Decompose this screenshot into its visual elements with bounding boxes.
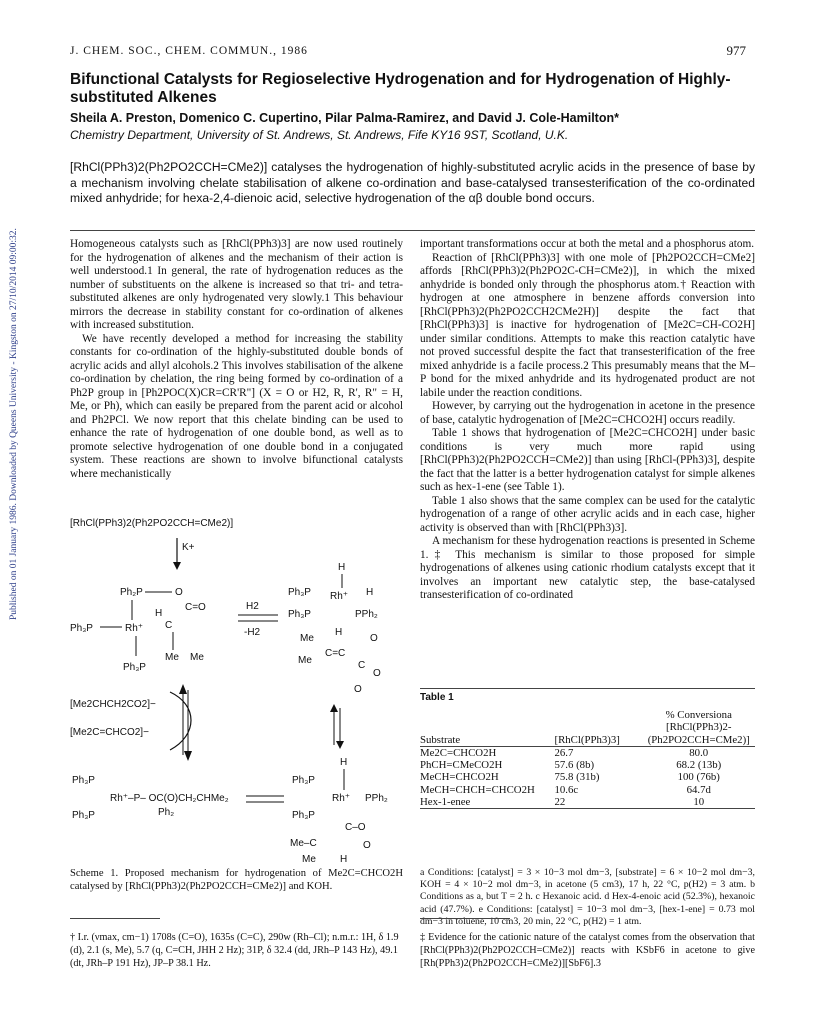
- svg-text:Rh⁺–P– OC(O)CH₂CHMe₂: Rh⁺–P– OC(O)CH₂CHMe₂: [110, 793, 229, 804]
- arrow-head: [173, 562, 181, 570]
- svg-text:Ph₃P: Ph₃P: [288, 587, 311, 598]
- cell-rhcl: 75.8 (31b): [554, 771, 600, 784]
- svg-text:Rh⁺: Rh⁺: [125, 623, 144, 634]
- svg-text:Me–C: Me–C: [290, 838, 317, 849]
- svg-text:Ph₃P: Ph₃P: [292, 775, 315, 786]
- svg-text:-H2: -H2: [244, 627, 261, 638]
- svg-text:H: H: [338, 562, 346, 573]
- table-1: [420, 688, 755, 809]
- svg-text:O: O: [175, 587, 183, 598]
- article-title: Bifunctional Catalysts for Regioselective Hydrogenation and for Hydrogenation of Highly-substituted Alkenes: [70, 71, 731, 106]
- table-rule: [420, 688, 755, 689]
- potassium-label: K+: [182, 542, 195, 553]
- scheme-1-figure: [70, 510, 403, 865]
- scheme-top-formula: [RhCl(PPh3)2(Ph2PO2CCH=CMe2)]: [70, 518, 234, 529]
- cell-complex: 10: [693, 796, 705, 809]
- page-number: 977: [726, 43, 746, 58]
- footnote-rule-right: [420, 918, 510, 919]
- cell-substrate: Hex-1-enee: [420, 796, 471, 809]
- paragraph: Table 1 also shows that the same complex can be used for the catalytic hydrogenation of a range of other acrylic acids and in each case, higher activity is observed than with [RhCl(PPh3)3].: [420, 494, 755, 534]
- header-rule: [70, 230, 755, 231]
- cell-complex: 68.2 (13b): [676, 759, 722, 772]
- svg-text:Me: Me: [165, 652, 179, 663]
- complex-bottom-right: [290, 757, 388, 865]
- table-title: Table 1: [420, 692, 454, 703]
- svg-text:C=O: C=O: [185, 602, 206, 613]
- svg-text:O: O: [354, 684, 362, 695]
- abstract: [RhCl(PPh3)2(Ph2PO2CCH=CMe2)] catalyses the hydrogenation of highly-substituted acrylic acids in the presence of base by a mechanism involving chelate stabilisation of alkene co-ordination and base-catalysed transesterification of the co-ordinated mixed anhydride; for hexa-2,4-dienoic acid, selective hydrogenation of the αβ double bond occurs.: [70, 160, 755, 206]
- conversion-header: % Conversiona: [665, 709, 732, 721]
- table-row: [420, 759, 755, 771]
- table-notes: a Conditions: [catalyst] = 3 × 10−3 mol dm−3, [substrate] = 6 × 10−2 mol dm−3, KOH = 4 × 10−2 mol dm−3, in acetone (5 cm3), 17 h, 22 °C, p(H2) = 3 atm. b Conditions as a, but T = 2 h. c Hexanoic acid. d Hex-4-enoic acid (52.3%), hexanoic acid (47.7%). e Conditions: [catalyst] = 10−3 mol dm−3, [hex-1-ene] = 0.73 mol dm−3 in toluene, 10 cm3, 20 min, 22 °C, p(H2) = 1 atm.: [420, 867, 755, 927]
- paragraph: Reaction of [RhCl(PPh3)3] with one mole of [Ph2PO2CCH=CMe2] affords [RhCl(PPh3)2(Ph2PO2C-CH=CMe2)], in which the mixed anhydride is bonded only through the phosphorus atom.† Reaction with hydrogen at one atmosphere in benzene affords conversion into [RhCl(PPh3)2(Ph2PO2CCH2CMe2H)] despite the fact that [RhCl(PPh3)3] is inactive for hydrogenation of [Me2C=CH-CO2H] under similar conditions. Attempts to make this reaction catalytic have not proved successful despite the fact that transesterification of the free mixed anhydride is a facile process.2 This presumably means that the M–P bond for the mixed anhydride and its hydrogenated product are not labile under the reaction conditions.: [420, 251, 755, 399]
- body-left-column: [70, 238, 403, 481]
- complex-top-right: [288, 562, 381, 695]
- watermark-text: Published on 01 January 1986. Downloaded by Queens University - Kingston on 27/10/2014 09:00:32.: [9, 228, 19, 620]
- svg-text:C–O: C–O: [345, 822, 366, 833]
- scheme-drawing: [70, 510, 403, 865]
- cell-substrate: PhCH=CMeCO2H: [420, 759, 503, 772]
- svg-text:Me: Me: [302, 854, 316, 865]
- svg-text:O: O: [373, 668, 381, 679]
- svg-text:H: H: [366, 587, 374, 598]
- svg-text:Rh⁺: Rh⁺: [332, 793, 351, 804]
- svg-text:O: O: [370, 633, 378, 644]
- svg-text:PPh₂: PPh₂: [365, 793, 388, 804]
- table-row: [420, 771, 755, 783]
- svg-text:H: H: [340, 854, 348, 865]
- svg-text:Me: Me: [298, 655, 312, 666]
- cell-rhcl: 10.6c: [554, 783, 579, 796]
- cell-rhcl: 57.6 (8b): [554, 759, 595, 772]
- scheme-caption: Scheme 1. Proposed mechanism for hydrogenation of Me2C=CHCO2H catalysed by [RhCl(PPh3)2(Ph2PO2CCH=CMe2)] and KOH.: [70, 868, 403, 892]
- table-row: [420, 746, 755, 759]
- svg-text:Ph₃P: Ph₃P: [72, 775, 95, 786]
- download-watermark: [6, 200, 22, 620]
- svg-text:Ph₃P: Ph₃P: [72, 810, 95, 821]
- vertical-equilibrium-right: [330, 704, 344, 749]
- svg-text:Ph₃P: Ph₃P: [292, 810, 315, 821]
- paragraph: important transformations occur at both the metal and a phosphorus atom.: [420, 238, 755, 250]
- footnote-rule-left: [70, 918, 160, 919]
- anion-pathway: [70, 684, 192, 761]
- paragraph: Table 1 shows that hydrogenation of [Me2C=CHCO2H] under basic conditions is very much more rapid using [RhCl(PPh3)2(Ph2PO2CCH=CMe2)] than using [RhCl-(PPh3)3], despite the fact that the latter is a better hydrogenation catalyst for simple alkenes such as hex-1-ene (see Table 1).: [420, 427, 755, 493]
- paragraph: A mechanism for these hydrogenation reactions is presented in Scheme 1.‡ This mechanism is similar to those proposed for simple hydrogenations of alkenes using cationic rhodium catalysts except that it involves an important new catalytic step, the base-catalysed transesterification of co-ordinated: [420, 535, 755, 601]
- cell-substrate: Me2C=CHCO2H: [420, 746, 497, 759]
- svg-text:Me: Me: [300, 633, 314, 644]
- col2-header: [RhCl(PPh3)3]: [554, 733, 620, 746]
- conversion-table: [420, 709, 755, 809]
- equilibrium-arrows-h2: [238, 601, 278, 638]
- svg-text:C: C: [165, 620, 173, 631]
- svg-text:C=C: C=C: [325, 648, 346, 659]
- svg-text:O: O: [363, 840, 371, 851]
- paragraph: We have recently developed a method for increasing the stability constants for co-ordination of the highly-substituted double bonds of acrylic acids and allyl alcohols.2 This involves stabilisation of the alkene co-ordination by chelation, the ring being formed by co-ordination of a Ph2P group in [Ph2POC(X)CR=CR'R"] (X = O or H2, R, R', R" = H, Me, or Ph), which can easily be prepared from the parent acid or alcohol and Ph2PCl. We now report that this chelate binding can be used to enhance the rate of hydrogenation of one double bond, as well as to promote selective hydrogenation of one double bond in a conjugated system. These reactions are shown to involve bifunctional catalysts where mechanistically: [70, 332, 403, 480]
- svg-text:H: H: [335, 627, 343, 638]
- col3-header-line1: [RhCl(PPh3)2-: [666, 721, 732, 734]
- svg-text:[Me2CHCH2CO2]−: [Me2CHCH2CO2]−: [70, 699, 156, 710]
- col1-header: Substrate: [420, 733, 461, 746]
- complex-bottom-left: [72, 775, 229, 821]
- complex-top-left: [70, 587, 206, 673]
- svg-text:C: C: [358, 660, 366, 671]
- table-row: [420, 784, 755, 796]
- svg-text:Ph₃P: Ph₃P: [123, 662, 146, 673]
- svg-text:Ph₃P: Ph₃P: [288, 609, 311, 620]
- svg-text:Rh⁺: Rh⁺: [330, 591, 349, 602]
- svg-text:PPh₂: PPh₂: [355, 609, 378, 620]
- paragraph: However, by carrying out the hydrogenation in acetone in the presence of base, catalytic hydrogenation of [Me2C=CHCO2H] occurs readily.: [420, 400, 755, 426]
- svg-text:H: H: [155, 608, 163, 619]
- affiliation: Chemistry Department, University of St. Andrews, St. Andrews, Fife KY16 9ST, Scotland, U.K.: [70, 128, 569, 142]
- svg-text:H2: H2: [246, 601, 259, 612]
- paragraph: Homogeneous catalysts such as [RhCl(PPh3)3] are now used routinely for the hydrogenation of alkenes and the mechanism of their action is well understood.1 In general, the rate of hydrogenation reduces as the number of substituents on the alkene is increased so that tri- and tetra-substituted alkenes are only hydrogenated very slowly.1 This behaviour mirrors the decrease in stability constant for co-ordination of alkenes with increased substitution.: [70, 238, 403, 331]
- cell-complex: 64.7d: [686, 783, 711, 796]
- col3-header-line2: (Ph2PO2CCH=CMe2)]: [647, 733, 750, 746]
- svg-text:[Me2C=CHCO2]−: [Me2C=CHCO2]−: [70, 727, 149, 738]
- table-row: [420, 796, 755, 809]
- equilibrium-arrows-bottom: [246, 796, 284, 802]
- footnote-double-dagger: ‡ Evidence for the cationic nature of the catalyst comes from the observation that [RhCl(PPh3)2(Ph2PO2CCH=CMe2)] reacts with KSbF6 in acetone to give [Rh(PPh3)2(Ph2PO2CCH=CMe2)][SbF6].3: [420, 932, 755, 969]
- svg-text:Ph₂: Ph₂: [158, 807, 175, 818]
- body-right-column: [420, 238, 755, 603]
- footnote-dagger: † I.r. (νmax, cm−1) 1708s (C=O), 1635s (C=C), 290w (Rh–Cl); n.m.r.: 1H, δ 1.9 (d), 2.1 (s, Me), 5.7 (q, C=CH, JHH 2 Hz); 31P, δ 32.4 (dd, JRh–P 143 Hz), 49.1 (dt, JRh–P 191 Hz), JP–P 38.1 Hz.: [70, 932, 399, 969]
- running-head: J. CHEM. SOC., CHEM. COMMUN., 1986: [70, 45, 308, 57]
- cell-substrate: MeCH=CHCO2H: [420, 771, 499, 784]
- svg-text:Ph₃P: Ph₃P: [70, 623, 93, 634]
- author-list: Sheila A. Preston, Domenico C. Cupertino, Pilar Palma-Ramirez, and David J. Cole-Hamilton*: [70, 111, 619, 125]
- cell-rhcl: 22: [554, 796, 566, 809]
- svg-text:H: H: [340, 757, 348, 768]
- svg-text:Ph₂P: Ph₂P: [120, 587, 143, 598]
- cell-rhcl: 26.7: [554, 746, 574, 759]
- cell-substrate: MeCH=CHCH=CHCO2H: [420, 783, 535, 796]
- cell-complex: 100 (76b): [677, 771, 720, 784]
- cell-complex: 80.0: [689, 746, 709, 759]
- svg-text:Me: Me: [190, 652, 204, 663]
